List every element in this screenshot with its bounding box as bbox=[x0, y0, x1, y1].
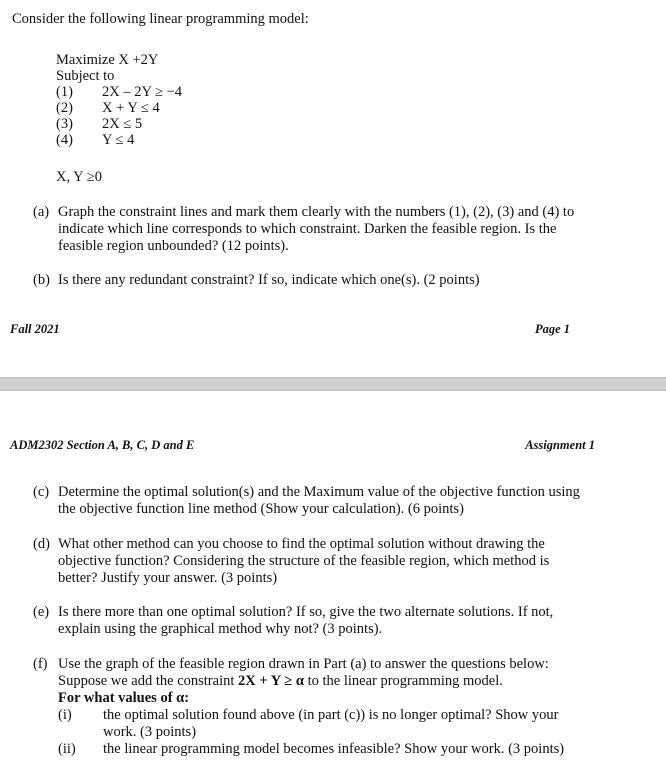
constraint-expression: X + Y ≤ 4 bbox=[102, 100, 160, 116]
constraint-1 bbox=[56, 84, 182, 100]
subquestion-i bbox=[58, 707, 648, 724]
question-line: Determine the optimal solution(s) and the Maximum value of the objective function using bbox=[58, 484, 580, 500]
header-course: ADM2302 Section A, B, C, D and E bbox=[10, 438, 195, 452]
question-label: (f) bbox=[33, 656, 48, 672]
question-text bbox=[58, 536, 549, 587]
question-line: Is there more than one optimal solution? If so, give the two alternate solutions. If not, bbox=[58, 604, 554, 620]
subquestion-line: work. (3 points) bbox=[103, 724, 197, 740]
constraint-4 bbox=[56, 132, 182, 148]
question-line bbox=[58, 673, 648, 690]
question-label: (a) bbox=[33, 204, 50, 220]
question-line: the objective function line method (Show your calculation). (6 points) bbox=[58, 501, 464, 517]
question-label: (e) bbox=[33, 604, 50, 620]
question-a bbox=[33, 204, 643, 256]
question-text bbox=[58, 204, 574, 255]
subquestion-line: the optimal solution found above (in part (c)) is no longer optimal? Show your bbox=[103, 707, 559, 723]
question-line: indicate which line corresponds to which constraint. Darken the feasible region. Is the bbox=[58, 221, 557, 237]
subquestion-label: (i) bbox=[58, 707, 72, 723]
constraint-expression: Y ≤ 4 bbox=[102, 132, 135, 148]
objective-function: Maximize X +2Y bbox=[56, 52, 159, 68]
constraint-expression: 2X ≤ 5 bbox=[102, 116, 143, 132]
header-assignment: Assignment 1 bbox=[525, 438, 595, 452]
constraint-2 bbox=[56, 100, 182, 116]
question-e bbox=[33, 604, 643, 640]
constraint-expression: 2X – 2Y ≥ −4 bbox=[102, 84, 183, 100]
constraint-number: (4) bbox=[56, 132, 73, 148]
intro-text: Consider the following linear programming model: bbox=[12, 11, 309, 27]
question-label: (c) bbox=[33, 484, 50, 500]
constraint-number: (3) bbox=[56, 116, 73, 132]
question-label: (b) bbox=[33, 272, 50, 288]
question-b bbox=[33, 272, 643, 290]
lp-model bbox=[56, 52, 182, 148]
question-line: feasible region unbounded? (12 points). bbox=[58, 238, 289, 254]
question-line: What other method can you choose to find the optimal solution without drawing the bbox=[58, 536, 545, 552]
question-text bbox=[58, 272, 480, 289]
subquestion-line: the linear programming model becomes infeasible? Show your work. (3 points) bbox=[103, 741, 565, 757]
new-constraint-expression: 2X + Y ≥ α bbox=[238, 673, 304, 689]
question-text bbox=[58, 656, 648, 758]
question-line: Use the graph of the feasible region drawn in Part (a) to answer the questions below: bbox=[58, 656, 549, 672]
question-text bbox=[58, 604, 553, 638]
question-line: Is there any redundant constraint? If so, indicate which one(s). (2 points) bbox=[58, 272, 480, 288]
page-1 bbox=[0, 0, 666, 377]
question-line: Graph the constraint lines and mark them clearly with the numbers (1), (2), (3) and (4) to bbox=[58, 204, 575, 220]
question-line: explain using the graphical method why not? (3 points). bbox=[58, 621, 383, 637]
question-line: objective function? Considering the structure of the feasible region, which method is bbox=[58, 553, 550, 569]
question-d bbox=[33, 536, 643, 588]
subquestion-ii bbox=[58, 741, 648, 758]
constraint-3 bbox=[56, 116, 182, 132]
question-text-pre: Suppose we add the constraint bbox=[58, 673, 239, 689]
subject-to-label: Subject to bbox=[56, 68, 115, 84]
subquestion-i-cont bbox=[58, 724, 648, 741]
question-line bbox=[58, 690, 648, 707]
nonnegativity-constraint: X, Y ≥0 bbox=[56, 169, 102, 185]
constraint-number: (2) bbox=[56, 100, 73, 116]
subquestion-label: (ii) bbox=[58, 741, 76, 757]
question-text-post: to the linear programming model. bbox=[303, 673, 503, 689]
question-text bbox=[58, 484, 580, 518]
question-c bbox=[33, 484, 643, 520]
footer-term: Fall 2021 bbox=[10, 322, 60, 336]
footer-page-number: Page 1 bbox=[534, 322, 570, 336]
constraint-number: (1) bbox=[56, 84, 73, 100]
alpha-prompt: For what values of α: bbox=[58, 690, 190, 706]
question-label: (d) bbox=[33, 536, 50, 552]
page-2 bbox=[0, 391, 666, 766]
question-f bbox=[33, 656, 648, 764]
page-divider bbox=[0, 377, 666, 391]
question-line: better? Justify your answer. (3 points) bbox=[58, 570, 278, 586]
